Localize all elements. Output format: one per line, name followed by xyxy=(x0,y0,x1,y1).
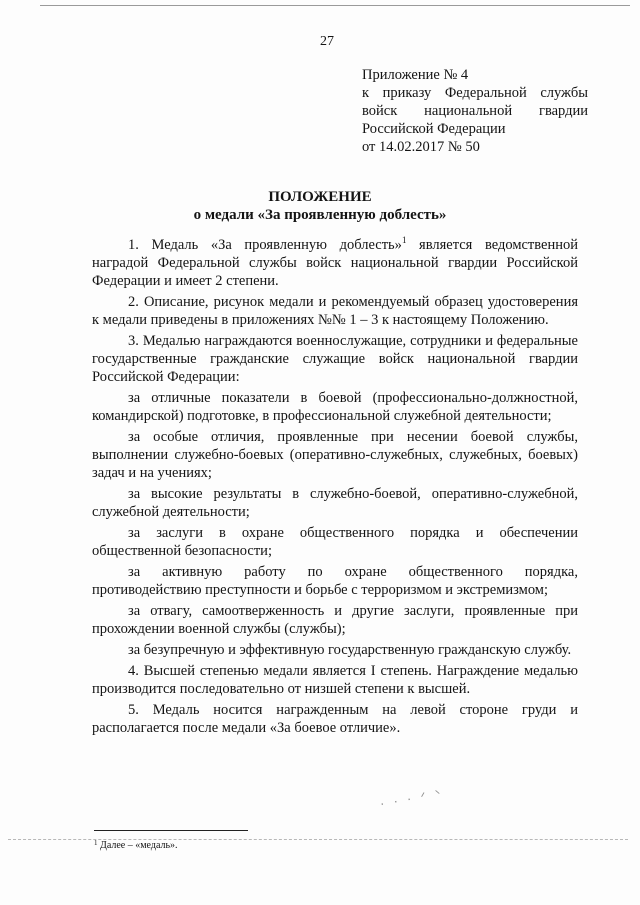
scan-edge-line xyxy=(40,5,630,6)
paragraph-1 xyxy=(92,236,578,290)
paragraph-3-item-b: за особые отличия, проявленные при несении боевой службы, выполнении служебно-боевых (оперативно-служебных, служебных, боевых) задач и на учениях; xyxy=(92,429,578,481)
appendix-country-line: Российской Федерации xyxy=(362,121,506,137)
paragraph-3-item-g: за безупречную и эффективную государственную гражданскую службу. xyxy=(128,642,572,658)
paragraph-3-item-c: за высокие результаты в служебно-боевой, оперативно-служебной, служебной деятельности; xyxy=(92,486,578,520)
footnote-ref: 1 xyxy=(401,235,407,245)
appendix-troops-line: войск национальной гвардии xyxy=(362,103,588,119)
document-title: ПОЛОЖЕНИЕ xyxy=(268,189,372,205)
paragraph-3-item-f: за отвагу, самоотверженность и другие заслуги, проявленные при прохождении военной службы (службы); xyxy=(92,603,578,637)
paragraph-3-item-d: за заслуги в охране общественного порядка и обеспечении общественной безопасности; xyxy=(92,525,578,559)
footnote-marker: 1 xyxy=(94,839,98,847)
appendix-order-line: к приказу Федеральной службы xyxy=(362,85,588,101)
page-number: 27 xyxy=(320,34,334,49)
handwritten-mark: · · · ᐟ ᐠ xyxy=(379,786,445,812)
paragraph-3: 3. Медалью награждаются военнослужащие, сотрудники и федеральные государственные гражданские служащие войск национальной гвардии Российской Федерации: xyxy=(92,333,578,385)
paragraph-3-item-a: за отличные показатели в боевой (профессионально-должностной, командирской) подготовке, в профессиональной служебной деятельности; xyxy=(92,390,578,424)
paragraph-5: 5. Медаль носится награжденным на левой стороне груди и располагается после медали «За боевое отличие». xyxy=(92,702,578,736)
paragraph-1-start: 1. Медаль «За проявленную доблесть» xyxy=(128,237,402,253)
paragraph-1-end: является ведомственной наградой Федеральной службы войск национальной гвардии Российской Федерации и имеет 2 степени. xyxy=(92,237,578,289)
paragraph-3-item-e: за активную работу по охране общественного порядка, противодействию преступности и борьбе с терроризмом и экстремизмом; xyxy=(92,564,578,598)
appendix-number: Приложение № 4 xyxy=(362,67,469,83)
document-body xyxy=(92,236,578,737)
paragraph-4: 4. Высшей степенью медали является I степень. Награждение медалью производится последовательно от низшей степени к высшей. xyxy=(92,663,578,697)
document-subtitle: о медали «За проявленную доблесть» xyxy=(193,207,447,223)
footnote xyxy=(94,839,178,852)
footnote-text: Далее – «медаль». xyxy=(97,840,178,851)
footnote-separator xyxy=(94,830,248,831)
appendix-header xyxy=(362,66,588,156)
appendix-date-line: от 14.02.2017 № 50 xyxy=(362,139,480,155)
paragraph-2: 2. Описание, рисунок медали и рекомендуемый образец удостоверения к медали приведены в приложениях №№ 1 – 3 к настоящему Положению. xyxy=(92,294,578,328)
